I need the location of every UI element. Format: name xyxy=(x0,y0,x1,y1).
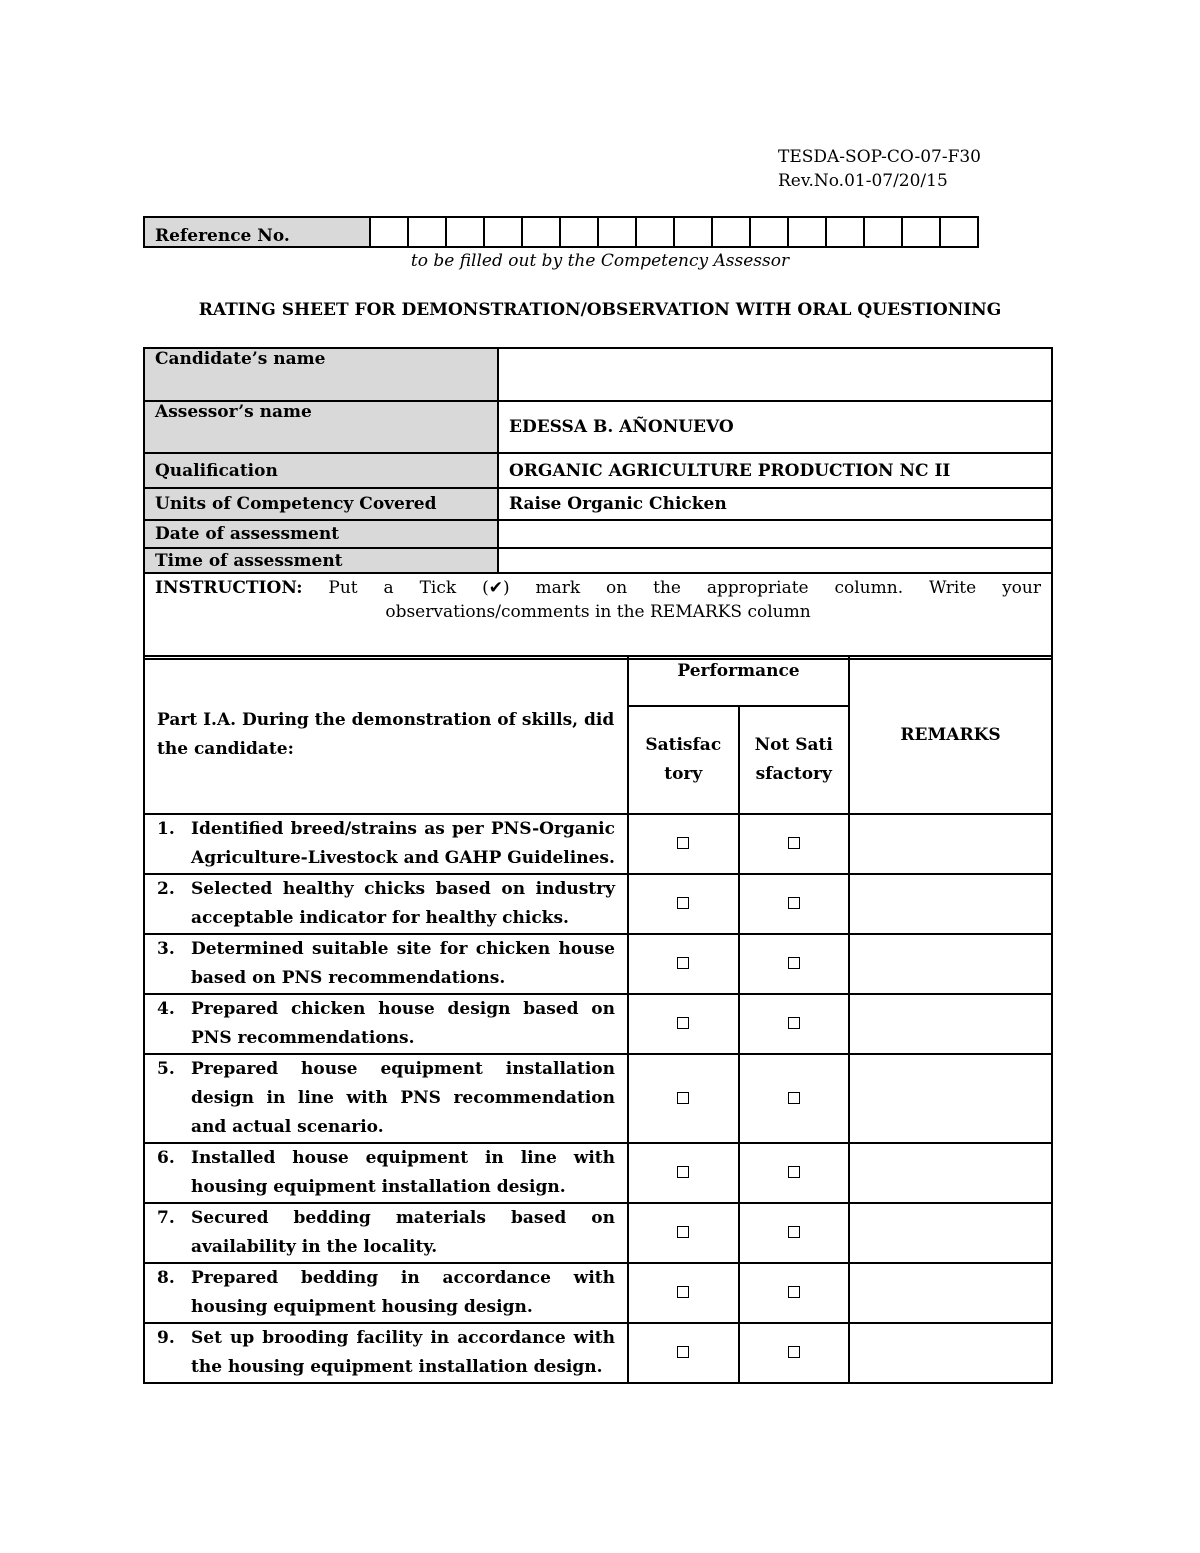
units-field[interactable]: Raise Organic Chicken xyxy=(498,488,1052,520)
item-text: Installed house equipment in line with housing equipment installation design. xyxy=(191,1148,615,1197)
candidate-info-table xyxy=(143,347,1053,660)
instruction-word: your xyxy=(1002,578,1041,598)
satisfactory-checkbox[interactable] xyxy=(677,1017,689,1029)
not-satisfactory-cell[interactable] xyxy=(739,1143,850,1203)
remarks-cell[interactable] xyxy=(849,1203,1052,1263)
date-label: Date of assessment xyxy=(144,520,498,548)
remarks-cell[interactable] xyxy=(849,1263,1052,1323)
date-field[interactable] xyxy=(498,520,1052,548)
instruction-word: Put xyxy=(328,578,358,598)
reference-digit-box[interactable] xyxy=(636,217,674,247)
satisfactory-checkbox[interactable] xyxy=(677,1166,689,1178)
remarks-cell[interactable] xyxy=(849,934,1052,994)
satisfactory-cell[interactable] xyxy=(628,934,739,994)
remarks-cell[interactable] xyxy=(849,994,1052,1054)
satisfactory-cell[interactable] xyxy=(628,1143,739,1203)
doc-code: TESDA-SOP-CO-07-F30 xyxy=(778,147,981,167)
item-number: 5. xyxy=(157,1059,175,1079)
not-satisfactory-checkbox[interactable] xyxy=(788,1286,800,1298)
item-number: 6. xyxy=(157,1148,175,1168)
qualification-field[interactable]: ORGANIC AGRICULTURE PRODUCTION NC II xyxy=(498,453,1052,488)
reference-digit-box[interactable] xyxy=(370,217,408,247)
satisfactory-checkbox[interactable] xyxy=(677,897,689,909)
not-satisfactory-cell[interactable] xyxy=(739,1054,850,1143)
reference-digit-box[interactable] xyxy=(484,217,522,247)
reference-digit-box[interactable] xyxy=(902,217,940,247)
not-satisfactory-checkbox[interactable] xyxy=(788,1226,800,1238)
instruction-word: on xyxy=(606,578,628,598)
reference-digit-box[interactable] xyxy=(940,217,978,247)
criteria-row xyxy=(144,1323,628,1383)
item-number: 7. xyxy=(157,1208,175,1228)
item-text: Prepared bedding in accordance with housing equipment housing design. xyxy=(191,1268,615,1317)
not-satisfactory-checkbox[interactable] xyxy=(788,897,800,909)
reference-digit-box[interactable] xyxy=(674,217,712,247)
not-satisfactory-checkbox[interactable] xyxy=(788,1092,800,1104)
criteria-row xyxy=(144,1203,628,1263)
performance-table xyxy=(143,655,1053,1384)
satisfactory-checkbox[interactable] xyxy=(677,1286,689,1298)
instruction-word: mark xyxy=(535,578,581,598)
instruction-word: (✔) xyxy=(482,578,510,598)
assessor-name-field[interactable]: EDESSA B. AÑONUEVO xyxy=(498,401,1052,453)
item-number: 2. xyxy=(157,879,175,899)
satisfactory-cell[interactable] xyxy=(628,994,739,1054)
item-number: 4. xyxy=(157,999,175,1019)
not-satisfactory-cell[interactable] xyxy=(739,994,850,1054)
criteria-row xyxy=(144,934,628,994)
satisfactory-checkbox[interactable] xyxy=(677,957,689,969)
criteria-row xyxy=(144,1263,628,1323)
instruction-word: the xyxy=(653,578,681,598)
satisfactory-header-text: Satisfactory xyxy=(645,735,722,784)
item-number: 9. xyxy=(157,1328,175,1348)
not-satisfactory-cell[interactable] xyxy=(739,934,850,994)
item-text: Prepared house equipment installation design in line with PNS recommendation and actual scenario. xyxy=(191,1059,615,1137)
not-satisfactory-cell[interactable] xyxy=(739,1203,850,1263)
not-satisfactory-cell[interactable] xyxy=(739,1323,850,1383)
satisfactory-checkbox[interactable] xyxy=(677,1092,689,1104)
satisfactory-checkbox[interactable] xyxy=(677,1346,689,1358)
reference-label: Reference No. xyxy=(144,217,370,247)
assessor-name-label: Assessor’s name xyxy=(144,401,498,453)
item-text: Set up brooding facility in accordance with the housing equipment installation design. xyxy=(191,1328,615,1377)
reference-note: to be filled out by the Competency Assessor xyxy=(410,251,790,271)
satisfactory-cell[interactable] xyxy=(628,814,739,874)
units-label: Units of Competency Covered xyxy=(144,488,498,520)
not-satisfactory-checkbox[interactable] xyxy=(788,957,800,969)
instruction-word: a xyxy=(383,578,394,598)
item-number: 1. xyxy=(157,819,175,839)
item-text: Prepared chicken house design based on PNS recommendations. xyxy=(191,999,615,1048)
criteria-row xyxy=(144,874,628,934)
time-label: Time of assessment xyxy=(144,548,498,573)
satisfactory-cell[interactable] xyxy=(628,874,739,934)
not-satisfactory-cell[interactable] xyxy=(739,814,850,874)
instruction-word: Write xyxy=(929,578,977,598)
satisfactory-cell[interactable] xyxy=(628,1054,739,1143)
performance-header: Performance xyxy=(628,656,849,706)
not-satisfactory-cell[interactable] xyxy=(739,1263,850,1323)
item-number: 8. xyxy=(157,1268,175,1288)
not-satisfactory-checkbox[interactable] xyxy=(788,1017,800,1029)
satisfactory-checkbox[interactable] xyxy=(677,1226,689,1238)
remarks-cell[interactable] xyxy=(849,1323,1052,1383)
criteria-row xyxy=(144,814,628,874)
item-text: Identified breed/strains as per PNS-Organic Agriculture-Livestock and GAHP Guidelines. xyxy=(191,819,615,868)
reference-digit-box[interactable] xyxy=(750,217,788,247)
item-number: 3. xyxy=(157,939,175,959)
satisfactory-cell[interactable] xyxy=(628,1263,739,1323)
document-code xyxy=(778,145,981,193)
reference-number-table xyxy=(143,216,979,248)
not-satisfactory-cell[interactable] xyxy=(739,874,850,934)
remarks-cell[interactable] xyxy=(849,874,1052,934)
satisfactory-cell[interactable] xyxy=(628,1203,739,1263)
remarks-cell[interactable] xyxy=(849,814,1052,874)
reference-digit-box[interactable] xyxy=(712,217,750,247)
time-field[interactable] xyxy=(498,548,1052,573)
criteria-row xyxy=(144,1143,628,1203)
satisfactory-header xyxy=(628,706,739,814)
instruction-label: INSTRUCTION: xyxy=(155,578,303,598)
instruction-line2: observations/comments in the REMARKS column xyxy=(385,602,811,622)
reference-digit-box[interactable] xyxy=(408,217,446,247)
instruction-word: appropriate xyxy=(706,578,809,598)
criteria-row xyxy=(144,994,628,1054)
instruction-word: Tick xyxy=(419,578,457,598)
part-label: Part I.A. During the demonstration of skills, did the candidate: xyxy=(144,656,628,814)
candidate-name-label: Candidate’s name xyxy=(144,348,498,401)
satisfactory-checkbox[interactable] xyxy=(677,837,689,849)
satisfactory-cell[interactable] xyxy=(628,1323,739,1383)
instruction-word: column. xyxy=(834,578,904,598)
not-satisfactory-checkbox[interactable] xyxy=(788,837,800,849)
candidate-name-field[interactable] xyxy=(498,348,1052,401)
reference-digit-box[interactable] xyxy=(864,217,902,247)
criteria-row xyxy=(144,1054,628,1143)
instruction-cell xyxy=(144,573,1052,659)
not-satisfactory-header-text: Not Satisfactory xyxy=(754,735,833,784)
not-satisfactory-header xyxy=(739,706,850,814)
remarks-cell[interactable] xyxy=(849,1143,1052,1203)
page-title: RATING SHEET FOR DEMONSTRATION/OBSERVATION WITH ORAL QUESTIONING xyxy=(198,300,1002,320)
not-satisfactory-checkbox[interactable] xyxy=(788,1346,800,1358)
remarks-header: REMARKS xyxy=(849,656,1052,814)
item-text: Selected healthy chicks based on industry acceptable indicator for healthy chicks. xyxy=(191,879,615,928)
item-text: Secured bedding materials based on availability in the locality. xyxy=(191,1208,615,1257)
item-text: Determined suitable site for chicken house based on PNS recommendations. xyxy=(191,939,615,988)
reference-digit-box[interactable] xyxy=(560,217,598,247)
remarks-cell[interactable] xyxy=(849,1054,1052,1143)
revision-number: Rev.No.01-07/20/15 xyxy=(778,171,948,191)
qualification-label: Qualification xyxy=(144,453,498,488)
not-satisfactory-checkbox[interactable] xyxy=(788,1166,800,1178)
reference-digit-box[interactable] xyxy=(598,217,636,247)
reference-digit-box[interactable] xyxy=(788,217,826,247)
reference-digit-box[interactable] xyxy=(826,217,864,247)
reference-digit-box[interactable] xyxy=(522,217,560,247)
reference-digit-box[interactable] xyxy=(446,217,484,247)
